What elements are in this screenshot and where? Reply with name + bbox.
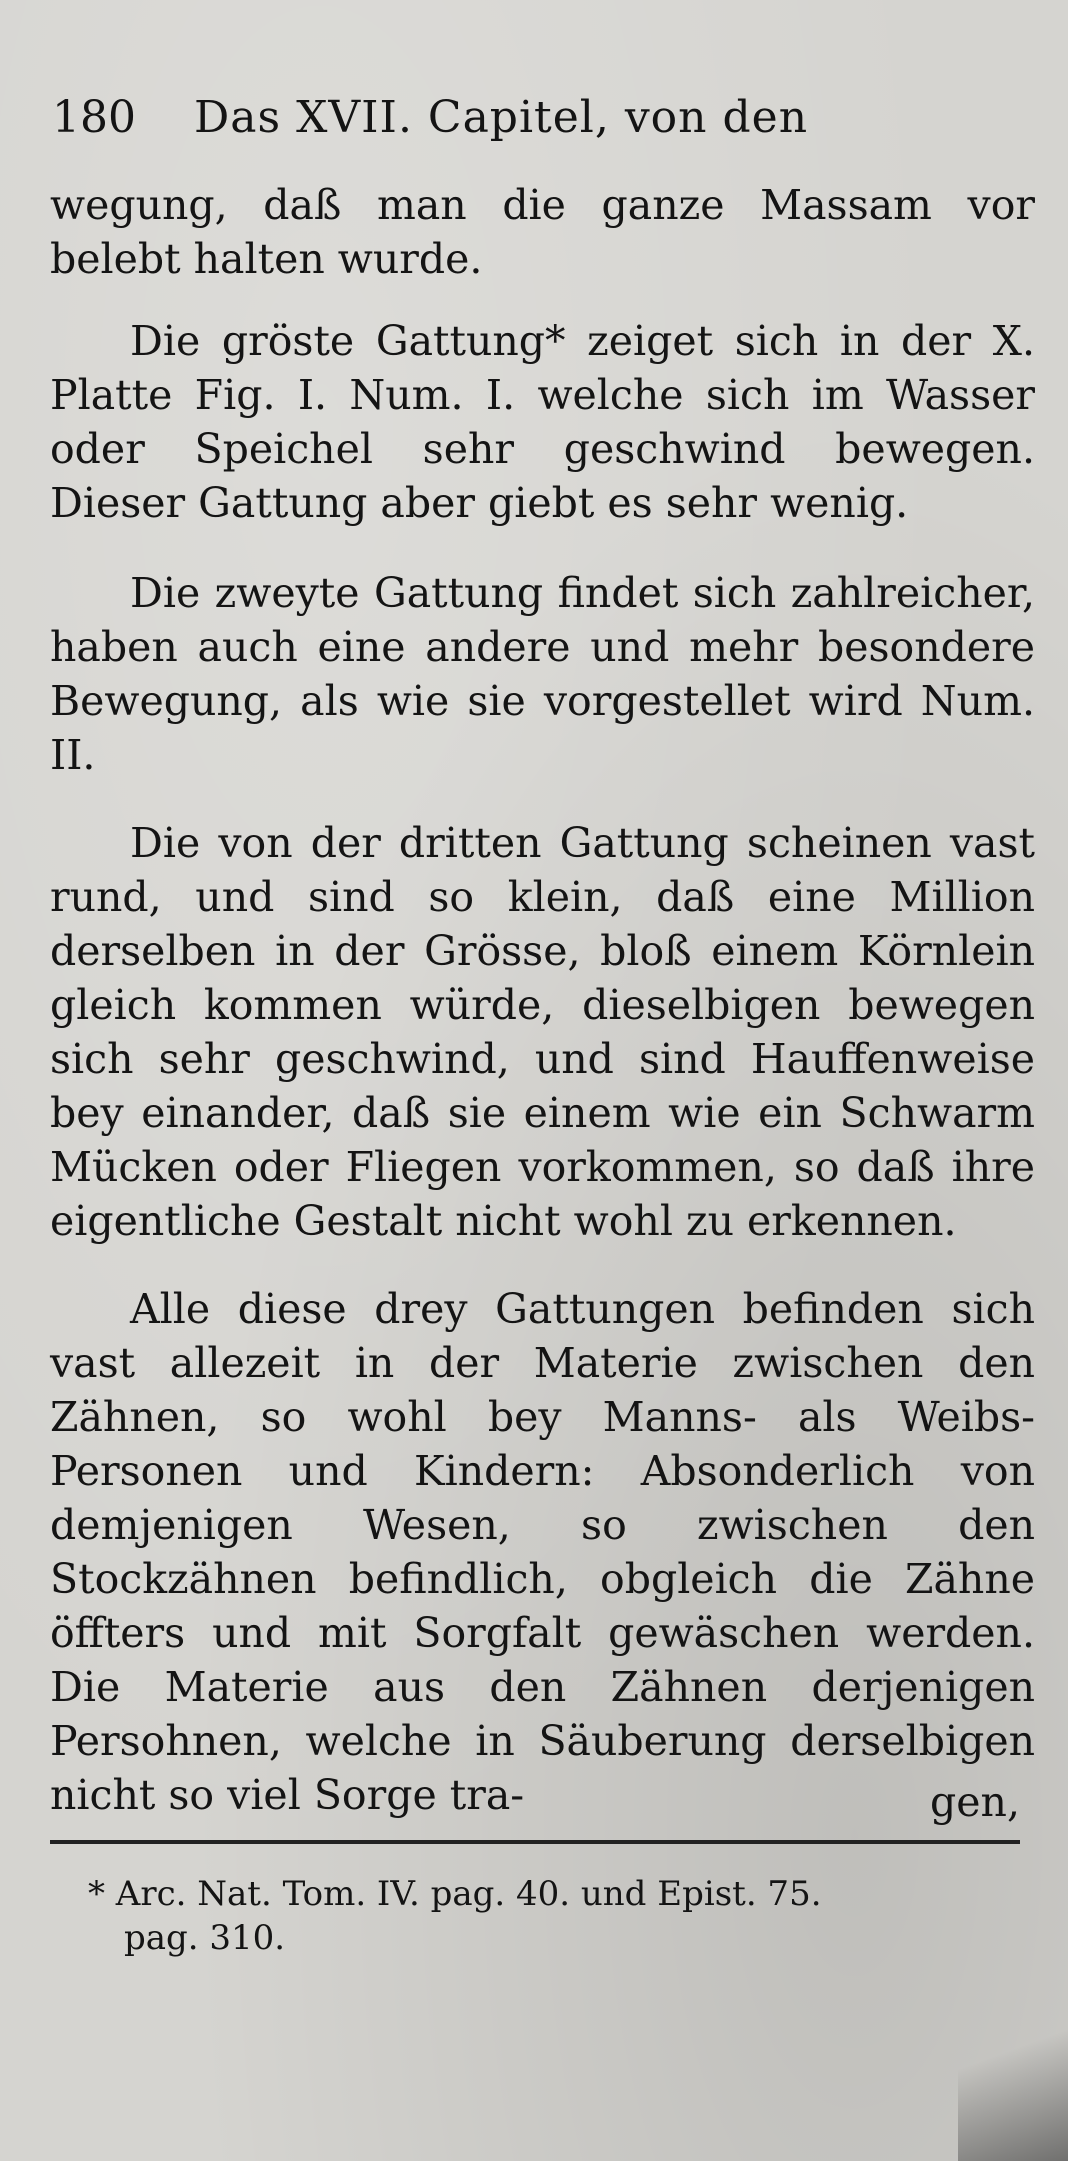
paragraph: wegung, daß man die ganze Massam vor belebt halten wurde.: [50, 181, 1035, 283]
page-corner-shadow: [958, 1981, 1068, 2161]
paragraph: Alle diese drey Gattungen befinden sich vast allezeit in der Materie zwischen den Zähnen, so wohl bey Manns- als Weibs-Personen und Kindern: Absonderlich von demjenigen Wesen, so zwischen den Stockzähnen befindlich, obgleich die Zähne öffters und mit Sorgfalt gewäschen werden. Die Materie aus den Zähnen derjenigen Persohnen, welche in Säuberung derselbigen nicht so viel Sorge tra-: [50, 1285, 1035, 1819]
running-title: Das XVII. Capitel, von den: [194, 92, 809, 143]
footnote: [88, 1872, 1018, 1960]
body-text: [50, 178, 1035, 1822]
paragraph: Die zweyte Gattung findet sich zahlreicher, haben auch eine andere und mehr besondere Bewegung, als wie sie vorgestellet wird Num. II.: [50, 569, 1035, 779]
page-number: 180: [52, 92, 136, 143]
footnote-line: pag. 310.: [124, 1918, 286, 1958]
paragraph: Die gröste Gattung* zeiget sich in der X. Platte Fig. I. Num. I. welche sich im Wasser oder Speichel sehr geschwind bewegen. Dieser Gattung aber giebt es sehr wenig.: [50, 317, 1035, 527]
running-header: [52, 88, 932, 148]
footnote-rule: [50, 1840, 1020, 1844]
catchword: gen,: [930, 1778, 1020, 1826]
paragraph: Die von der dritten Gattung scheinen vast rund, und sind so klein, daß eine Million derselben in der Grösse, bloß einem Körnlein gleich kommen würde, dieselbigen bewegen sich sehr geschwind, und sind Hauffenweise bey einander, daß sie einem wie ein Schwarm Mücken oder Fliegen vorkommen, so daß ihre eigentliche Gestalt nicht wohl zu erkennen.: [50, 819, 1035, 1245]
footnote-line: * Arc. Nat. Tom. IV. pag. 40. und Epist. 75.: [88, 1874, 822, 1914]
